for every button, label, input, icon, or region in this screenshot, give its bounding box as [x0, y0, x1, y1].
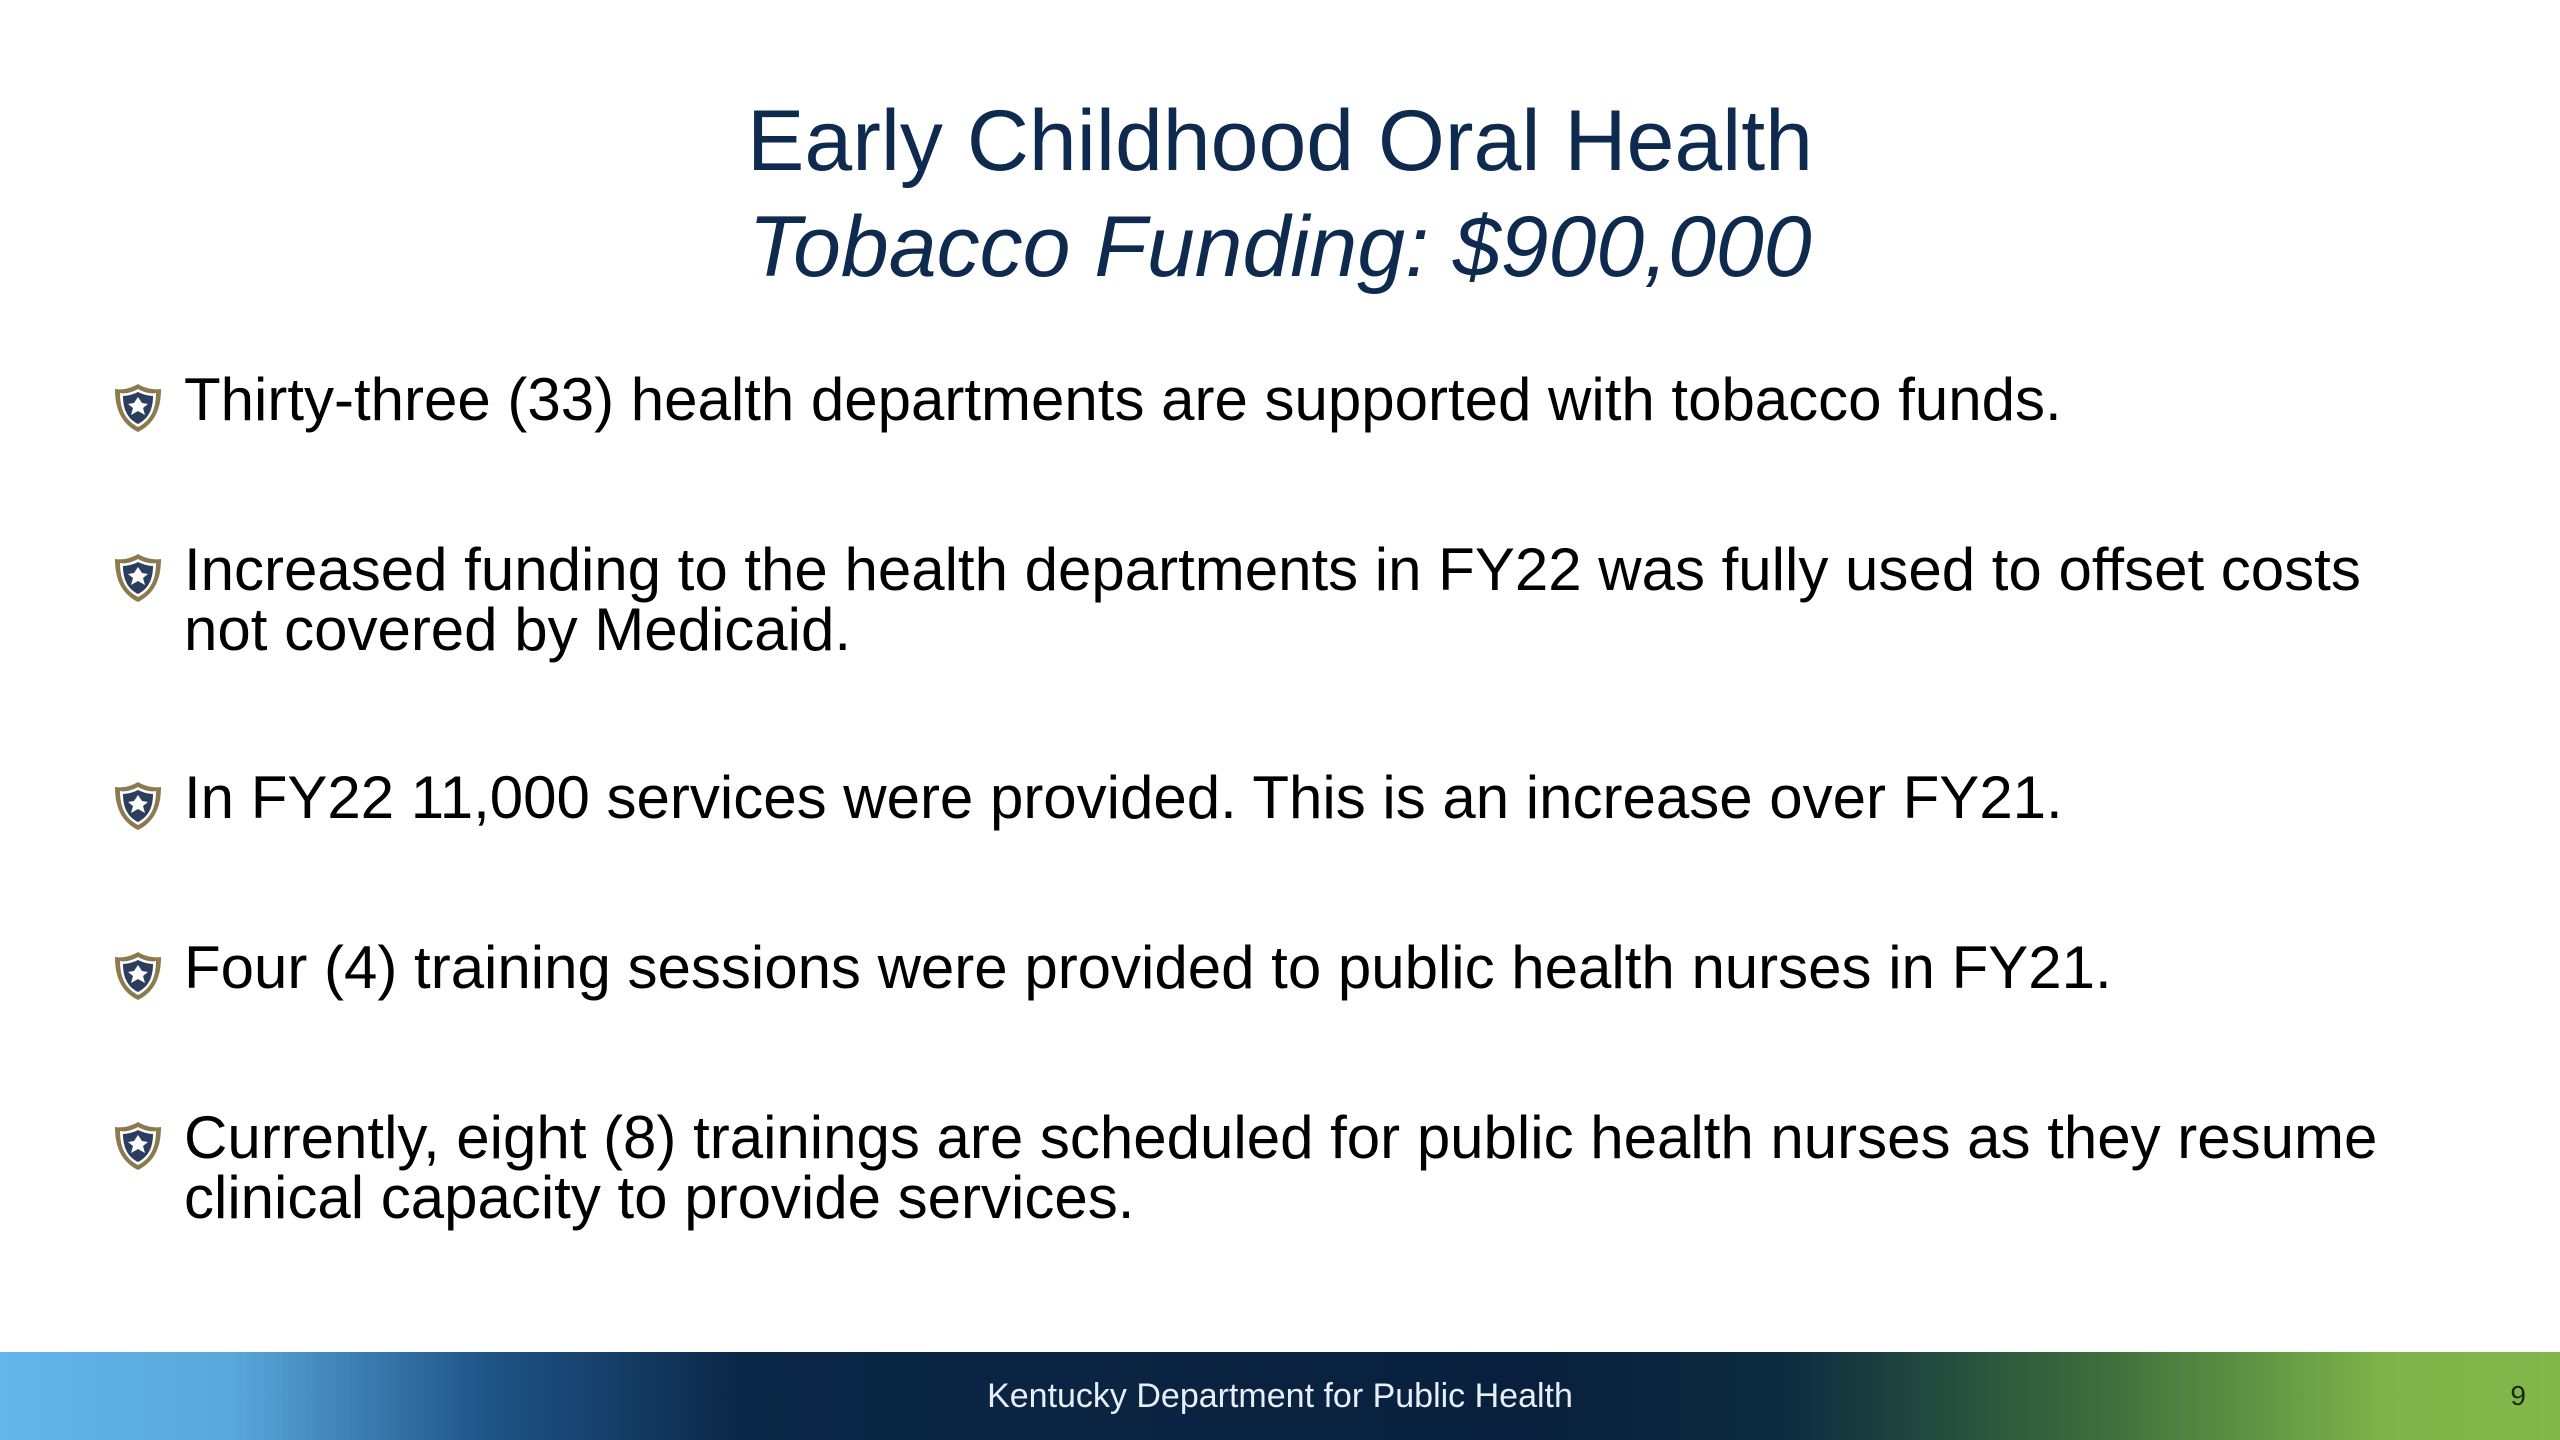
bullet-text: Thirty-three (33) health departments are supported with tobacco funds. — [184, 366, 2062, 433]
kentucky-shield-icon — [110, 380, 166, 436]
slide-title: Early Childhood Oral Health — [747, 93, 1813, 189]
bullet-item — [110, 764, 2460, 834]
title-block — [0, 88, 2560, 300]
bullet-text: Increased funding to the health departments in FY22 was fully used to offset costs not covered by Medicaid. — [184, 536, 2361, 663]
page-number: 9 — [2510, 1380, 2526, 1411]
footer-organization: Kentucky Department for Public Health — [987, 1377, 1573, 1415]
footer-bar — [0, 1352, 2560, 1440]
bullet-item — [110, 536, 2460, 663]
kentucky-shield-icon — [110, 948, 166, 1004]
bullet-item — [110, 1104, 2460, 1231]
slide-subtitle: Tobacco Funding: $900,000 — [748, 199, 1812, 295]
kentucky-shield-icon — [110, 778, 166, 834]
kentucky-shield-icon — [110, 550, 166, 606]
bullet-text: In FY22 11,000 services were provided. This is an increase over FY21. — [184, 764, 2063, 831]
bullet-text: Four (4) training sessions were provided to public health nurses in FY21. — [184, 934, 2112, 1001]
bullet-item — [110, 934, 2460, 1004]
bullet-text: Currently, eight (8) trainings are scheduled for public health nurses as they resume clinical capacity to provide services. — [184, 1104, 2378, 1231]
kentucky-shield-icon — [110, 1118, 166, 1174]
bullet-item — [110, 366, 2460, 436]
